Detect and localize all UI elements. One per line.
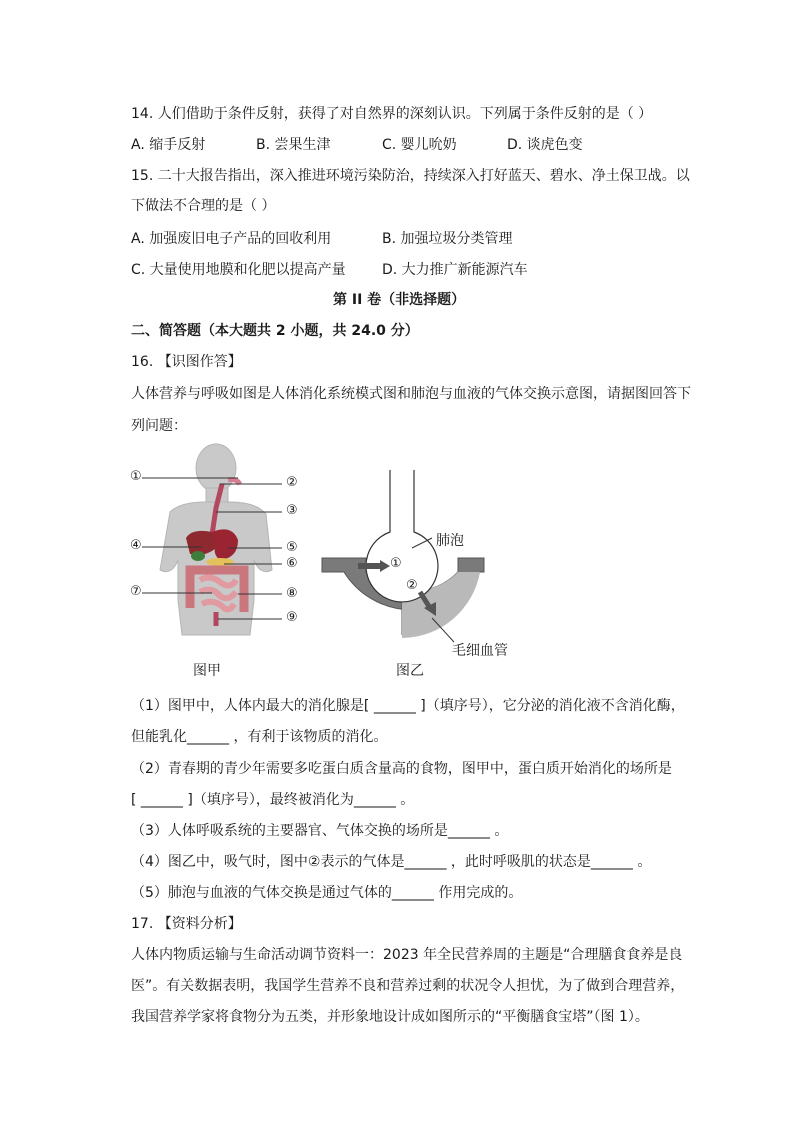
fig-a-mark-4: ④	[130, 538, 142, 553]
q14-option-d: D. 谈虎色变	[507, 137, 583, 153]
q15-stem-line1: 15. 二十大报告指出，深入推进环境污染防治，持续深入打好蓝天、碧水、净土保卫战。以	[131, 168, 690, 184]
fig-a-mark-2: ②	[286, 475, 298, 490]
q16-part5: （5）肺泡与血液的气体交换是通过气体的______ 作用完成的。	[131, 885, 523, 901]
q14-stem: 14. 人们借助于条件反射，获得了对自然界的深刻认识。下列属于条件反射的是（ ）	[131, 106, 653, 122]
fig-a-mark-6: ⑥	[286, 556, 298, 571]
q15-option-a: A. 加强废旧电子产品的回收利用	[131, 231, 332, 247]
q16-part2-line2: [ ______ ]（填序号），最终被消化为______ 。	[131, 792, 415, 808]
fig-a-mark-7: ⑦	[130, 584, 142, 599]
alveolus-shape	[366, 470, 438, 602]
fig-a-mark-8: ⑧	[286, 586, 298, 601]
q16-intro-line2: 列问题：	[131, 418, 187, 434]
q16-part1-line1: （1）图甲中，人体内最大的消化腺是[ ______ ]（填序号），它分泌的消化液不含消化酶，	[131, 698, 685, 714]
section-heading: 二、简答题（本大题共 2 小题，共 24.0 分）	[131, 323, 419, 339]
fig-a-caption: 图甲	[193, 663, 221, 679]
q16-part3: （3）人体呼吸系统的主要器官、气体交换的场所是______ 。	[131, 823, 509, 839]
fig-a-mark-3: ③	[286, 503, 298, 518]
q17-heading: 17. 【资料分析】	[131, 916, 242, 932]
q15-option-d: D. 大力推广新能源汽车	[382, 262, 528, 278]
q16-part1-line2: 但能乳化______ ，有利于该物质的消化。	[131, 729, 388, 745]
q17-line1: 人体内物质运输与生命活动调节资料一：2023 年全民营养周的主题是“合理膳食食养是良	[131, 947, 683, 963]
section-title: 第 II 卷（非选择题）	[333, 292, 466, 308]
fig-a-mark-1: ①	[130, 469, 142, 484]
q16-intro-line1: 人体营养与呼吸如图是人体消化系统模式图和肺泡与血液的气体交换示意图，请据图回答下	[131, 386, 691, 402]
q17-line2: 医”。有关数据表明，我国学生营养不良和营养过剩的状况令人担忧，为了做到合理营养，	[131, 978, 685, 994]
q16-heading: 16. 【识图作答】	[131, 354, 242, 370]
q14-option-c: C. 婴儿吮奶	[382, 137, 457, 153]
alveolus-figure	[320, 470, 520, 660]
q16-part2-line1: （2）青春期的青少年需要多吃蛋白质含量高的食物，图甲中，蛋白质开始消化的场所是	[131, 761, 672, 777]
fig-b-mark-2: ②	[406, 578, 418, 593]
q17-line3: 我国营养学家将食物分为五类，并形象地设计成如图所示的“平衡膳食宝塔”（图 1）。	[131, 1009, 649, 1025]
q16-part4: （4）图乙中，吸气时，图中②表示的气体是______ ，此时呼吸肌的状态是______ 。	[131, 854, 652, 870]
q14-option-a: A. 缩手反射	[131, 137, 206, 153]
fig-b-caption: 图乙	[396, 663, 424, 679]
fig-b-mark-1: ①	[390, 556, 402, 571]
capillary-label: 毛细血管	[452, 643, 508, 659]
q15-option-b: B. 加强垃圾分类管理	[382, 231, 513, 247]
fig-a-mark-5: ⑤	[286, 540, 298, 555]
fig-a-mark-9: ⑨	[286, 610, 298, 625]
alveolus-label: 肺泡	[436, 533, 464, 549]
q15-option-c: C. 大量使用地膜和化肥以提高产量	[131, 262, 346, 278]
q14-option-b: B. 尝果生津	[256, 137, 331, 153]
q15-stem-line2: 下做法不合理的是（ ）	[131, 198, 276, 214]
